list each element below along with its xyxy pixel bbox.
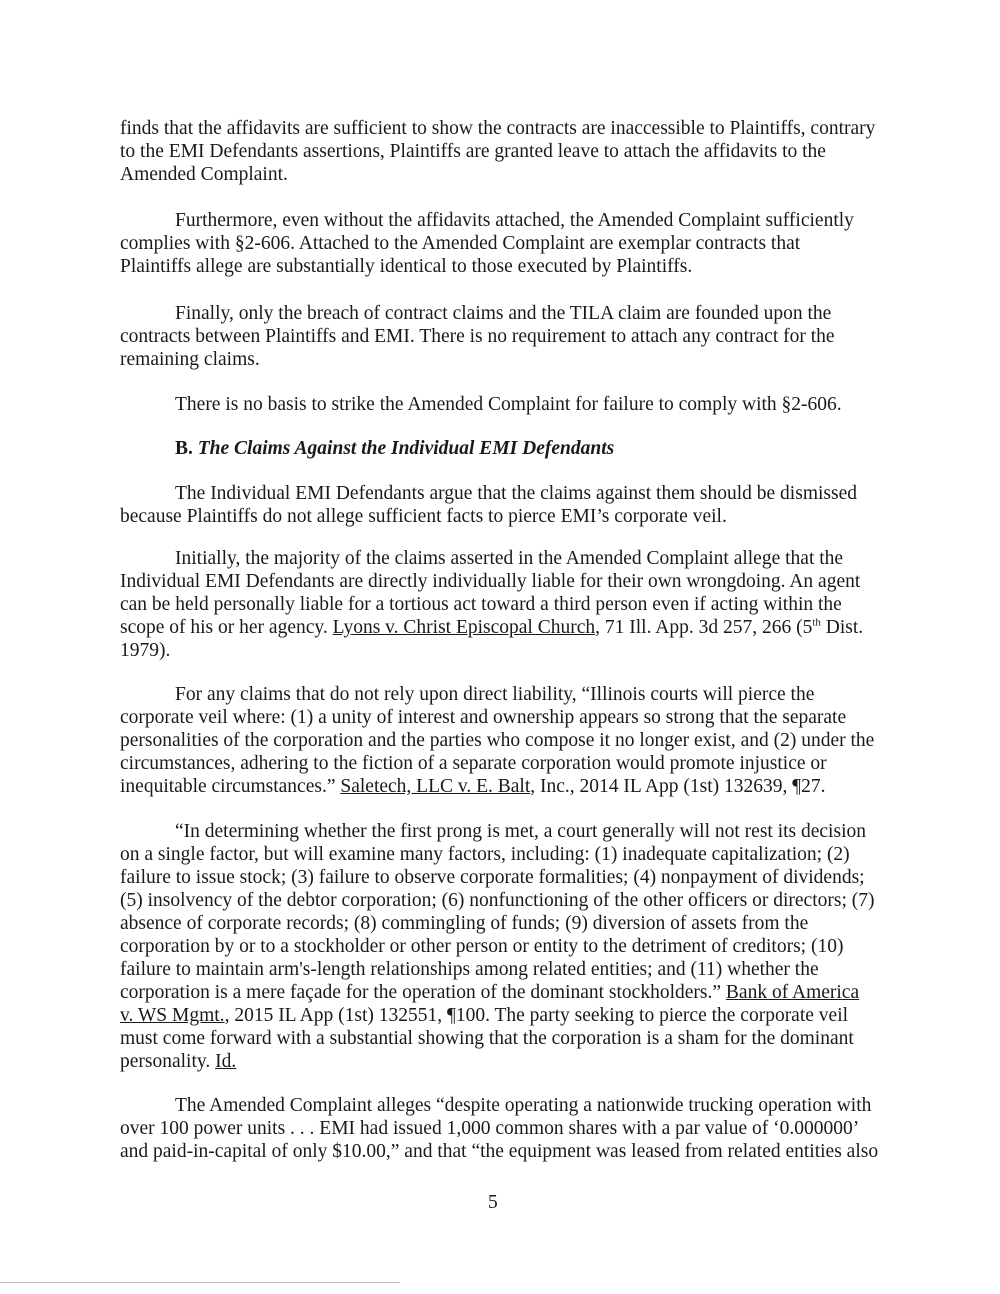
case-citation: Lyons v. Christ Episcopal Church — [332, 617, 596, 638]
text-line: can be held personally liable for a tortious act toward a third person even if acting within the — [120, 594, 842, 615]
text-run: scope of his or her agency. — [120, 617, 333, 638]
text-line: The Amended Complaint alleges “despite operating a nationwide trucking operation with — [175, 1095, 872, 1116]
section-heading — [175, 437, 614, 460]
text-line: (5) insolvency of the debtor corporation; (6) nonfunctioning of the other officers or directors; (7) — [120, 890, 875, 911]
section-title: The Claims Against the Individual EMI Defendants — [197, 438, 615, 459]
text-line: on a single factor, but will examine many factors, including: (1) inadequate capitalization; (2) — [120, 844, 850, 865]
text-line: Amended Complaint. — [120, 164, 288, 185]
text-line: over 100 power units . . . EMI had issued 1,000 common shares with a par value of ‘0.000000’ — [120, 1118, 860, 1139]
text-line: “In determining whether the first prong is met, a court generally will not rest its decision — [175, 821, 866, 842]
text-line: Furthermore, even without the affidavits attached, the Amended Complaint sufficiently — [175, 210, 854, 231]
text-line: complies with §2-606. Attached to the Amended Complaint are exemplar contracts that — [120, 233, 801, 254]
text-line: contracts between Plaintiffs and EMI. There is no requirement to attach any contract for the — [120, 326, 835, 347]
text-run: , 2015 IL App (1st) 132551, ¶100. The party seeking to pierce the corporate veil — [224, 1005, 849, 1026]
text-line: and paid-in-capital of only $10.00,” and that “the equipment was leased from related entities also — [120, 1141, 879, 1162]
text-run: , 71 Ill. App. 3d 257, 266 (5 — [595, 617, 813, 638]
text-line: corporation by or to a stockholder or other person or entity to the detriment of creditors; (10) — [120, 936, 844, 957]
text-line: The Individual EMI Defendants argue that the claims against them should be dismissed — [175, 483, 857, 504]
text-line: corporate veil where: (1) a unity of interest and ownership appears so strong that the separate — [120, 707, 847, 728]
text-line: circumstances, adhering to the fiction of a separate corporation would promote injustice or — [120, 753, 827, 774]
scan-edge-line — [0, 1282, 400, 1283]
text-run: , Inc., 2014 IL App (1st) 132639, ¶27. — [530, 776, 826, 797]
case-citation: v. WS Mgmt. — [120, 1005, 225, 1026]
text-line: personalities of the corporation and the parties who compose it no longer exist, and (2) under the — [120, 730, 875, 751]
text-run: personality. — [120, 1051, 216, 1072]
text-line: Finally, only the breach of contract claims and the TILA claim are founded upon the — [175, 303, 832, 324]
text-run: corporation is a mere façade for the operation of the dominant stockholders.” — [120, 982, 726, 1003]
text-line: absence of corporate records; (8) commingling of funds; (9) diversion of assets from the — [120, 913, 809, 934]
text-line: Initially, the majority of the claims asserted in the Amended Complaint allege that the — [175, 548, 844, 569]
text-line: failure to maintain arm's-length relationships among related entities; and (11) whether the — [120, 959, 819, 980]
case-citation: Id. — [215, 1051, 237, 1072]
superscript: th — [812, 616, 821, 629]
text-line — [120, 981, 859, 1004]
text-line: For any claims that do not rely upon direct liability, “Illinois courts will pierce the — [175, 684, 815, 705]
text-run: inequitable circumstances.” — [120, 776, 341, 797]
text-run: Dist. — [820, 617, 864, 638]
text-line: because Plaintiffs do not allege sufficient facts to pierce EMI’s corporate veil. — [120, 506, 727, 527]
text-line: finds that the affidavits are sufficient to show the contracts are inaccessible to Plaintiffs, contrary — [120, 118, 876, 139]
text-line: Individual EMI Defendants are directly individually liable for their own wrongdoing. An agent — [120, 571, 861, 592]
page-number: 5 — [488, 1192, 498, 1213]
text-line: Plaintiffs allege are substantially identical to those executed by Plaintiffs. — [120, 256, 693, 277]
case-citation: Saletech, LLC v. E. Balt — [340, 776, 531, 797]
text-line — [120, 775, 825, 798]
text-line — [120, 616, 863, 639]
text-line: must come forward with a substantial showing that the corporation is a sham for the dominant — [120, 1028, 854, 1049]
section-label: B. — [175, 438, 193, 459]
text-line: to the EMI Defendants assertions, Plaintiffs are granted leave to attach the affidavits to the — [120, 141, 826, 162]
text-line: failure to issue stock; (3) failure to observe corporate formalities; (4) nonpayment of dividends; — [120, 867, 865, 888]
text-line: 1979). — [120, 640, 171, 661]
text-line — [120, 1004, 848, 1027]
text-line — [120, 1050, 236, 1073]
text-line: There is no basis to strike the Amended Complaint for failure to comply with §2-606. — [175, 394, 842, 415]
text-line: remaining claims. — [120, 349, 260, 370]
case-citation: Bank of America — [725, 982, 860, 1003]
